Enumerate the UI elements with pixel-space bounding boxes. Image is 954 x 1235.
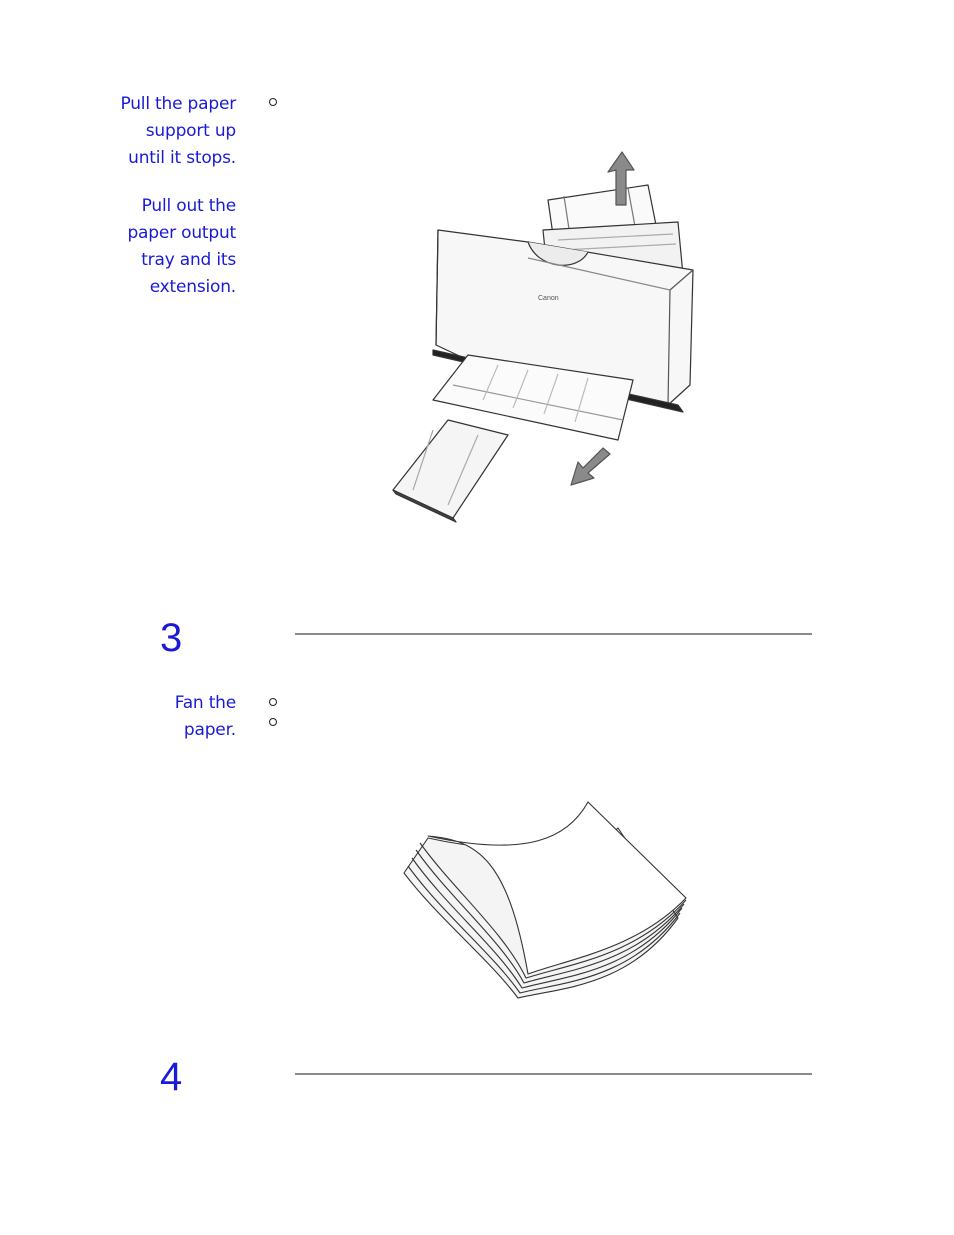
- bullet-icon: [269, 98, 277, 106]
- bullet-icon: [269, 698, 277, 706]
- note-pull-output-tray: Pull out the paper output tray and its extension.: [127, 196, 236, 297]
- note-pull-paper-support: Pull the paper support up until it stops.: [120, 94, 236, 168]
- step-number-4: 4: [160, 1055, 183, 1099]
- printer-illustration: [378, 150, 698, 530]
- step-4-divider: [295, 1073, 812, 1075]
- note-fan-paper: Fan the paper.: [174, 693, 236, 740]
- step-3-divider: [295, 633, 812, 635]
- printer-logo: Canon: [538, 295, 559, 302]
- step-number-3: 3: [160, 616, 183, 660]
- bullet-icon: [269, 718, 277, 726]
- fanned-paper-stack-illustration: [398, 798, 698, 1008]
